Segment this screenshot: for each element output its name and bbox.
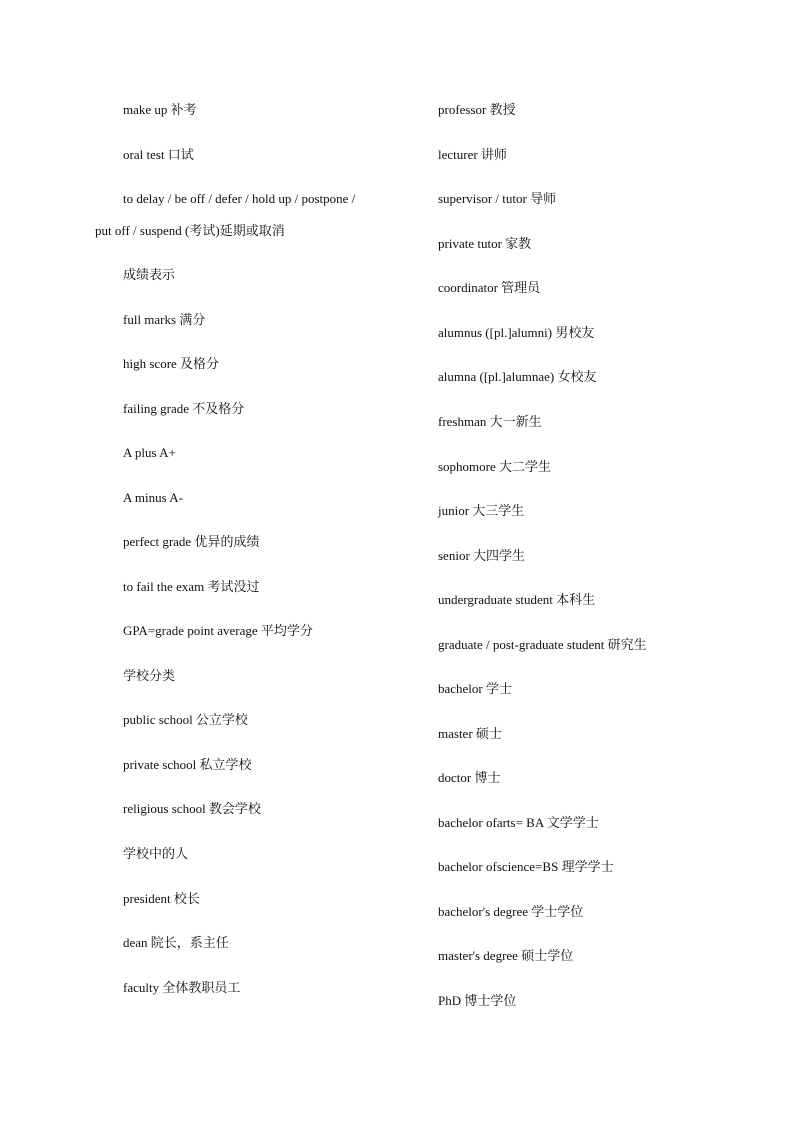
vocab-entry: sophomore 大二学生 (438, 459, 552, 474)
vocab-entry: lecturer 讲师 (438, 147, 507, 162)
vocab-entry-continuation: put off / suspend (考试)延期或取消 (95, 223, 285, 238)
vocab-entry: religious school 教会学校 (123, 801, 261, 816)
vocab-entry: A minus A- (123, 490, 183, 505)
vocab-entry: bachelor ofscience=BS 理学学士 (438, 859, 614, 874)
vocab-entry: master 硕士 (438, 726, 502, 741)
vocab-entry: make up 补考 (123, 102, 197, 117)
vocab-entry: public school 公立学校 (123, 712, 248, 727)
vocab-entry: graduate / post-graduate student 研究生 (438, 637, 647, 652)
vocab-entry: to delay / be off / defer / hold up / postpone / (123, 191, 356, 206)
vocab-entry: coordinator 管理员 (438, 280, 541, 295)
vocab-entry: supervisor / tutor 导师 (438, 191, 557, 206)
vocab-entry: dean 院长，系主任 (123, 935, 229, 950)
vocab-entry: professor 教授 (438, 102, 516, 117)
section-heading: 成绩表示 (123, 267, 176, 282)
section-heading: 学校分类 (123, 668, 176, 683)
vocab-entry: full marks 满分 (123, 312, 206, 327)
vocab-entry: faculty 全体教职员工 (123, 980, 241, 995)
vocab-entry: doctor 博士 (438, 770, 501, 785)
vocab-entry: alumna ([pl.]alumnae) 女校友 (438, 369, 597, 384)
vocab-entry: bachelor's degree 学士学位 (438, 904, 584, 919)
vocab-entry: president 校长 (123, 891, 200, 906)
vocab-entry: master's degree 硕士学位 (438, 948, 574, 963)
vocab-entry: failing grade 不及格分 (123, 401, 245, 416)
vocab-entry: undergraduate student 本科生 (438, 592, 596, 607)
vocab-entry: perfect grade 优异的成绩 (123, 534, 260, 549)
vocab-entry: to fail the exam 考试没过 (123, 579, 260, 594)
vocab-entry: oral test 口试 (123, 147, 194, 162)
vocab-entry: GPA=grade point average 平均学分 (123, 623, 313, 638)
vocab-entry: A plus A+ (123, 445, 176, 460)
vocab-entry: PhD 博士学位 (438, 993, 517, 1008)
section-heading: 学校中的人 (123, 846, 189, 861)
vocab-entry: bachelor 学士 (438, 681, 513, 696)
vocab-entry: senior 大四学生 (438, 548, 526, 563)
vocab-entry: freshman 大一新生 (438, 414, 542, 429)
vocab-entry: bachelor ofarts= BA 文学学士 (438, 815, 599, 830)
vocab-entry: alumnus ([pl.]alumni) 男校友 (438, 325, 595, 340)
vocab-entry: private school 私立学校 (123, 757, 252, 772)
vocab-entry: private tutor 家教 (438, 236, 532, 251)
vocab-entry: junior 大三学生 (438, 503, 525, 518)
vocab-entry: high score 及格分 (123, 356, 220, 371)
